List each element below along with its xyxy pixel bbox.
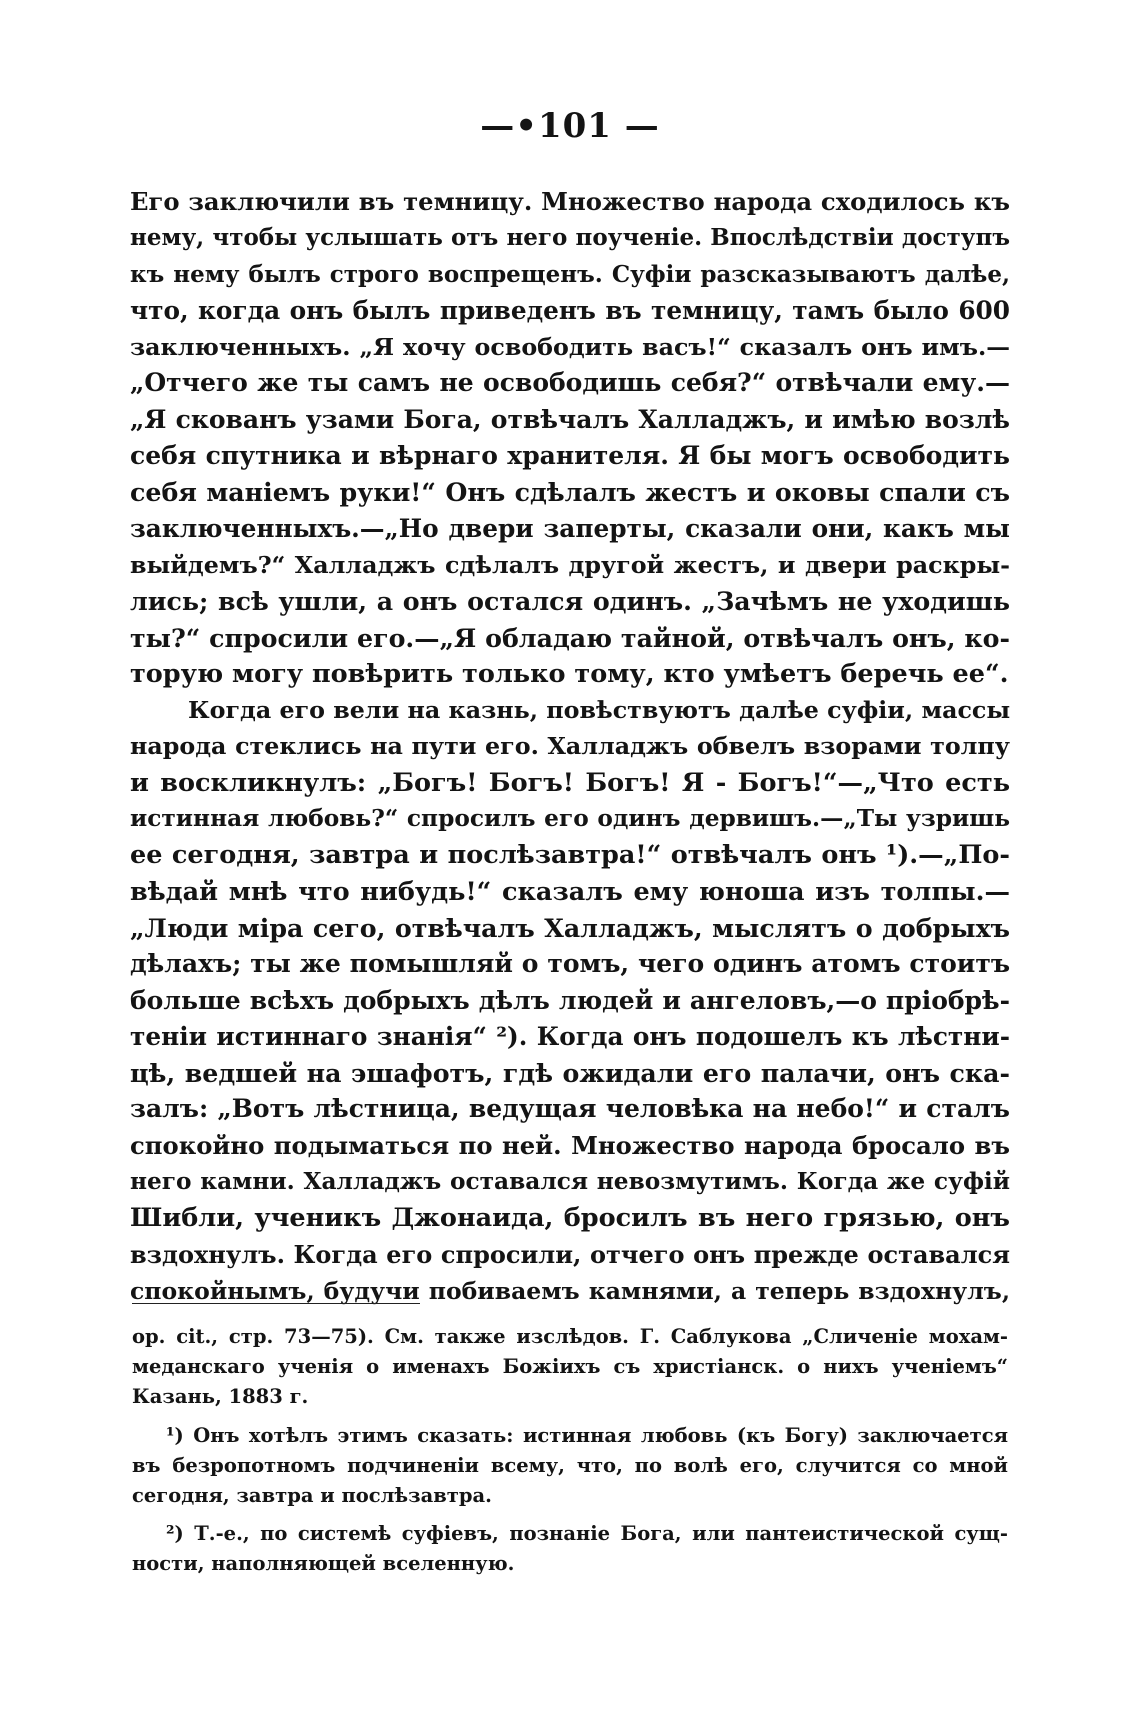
footnote-line: въ безропотномъ подчиненіи всему, что, по волѣ его, случится со мной	[132, 1453, 1008, 1477]
text-line: народа стеклись на пути его. Халладжъ обвелъ взорами толпу	[130, 732, 1010, 761]
text-line: залъ: „Вотъ лѣстница, ведущая человѣка на небо!“ и сталъ	[130, 1094, 1010, 1124]
text-line: цѣ, ведшей на эшафотъ, гдѣ ожидали его палачи, онъ ска-	[130, 1058, 1010, 1089]
text-line: „Я скованъ узами Бога, отвѣчалъ Халладжъ, и имѣю возлѣ	[130, 404, 1010, 434]
footnote-line: ности, наполняющей вселенную.	[132, 1552, 515, 1576]
footnote-line: op. cit., стр. 73—75). См. также изслѣдов. Г. Саблукова „Сличеніе мохам-	[132, 1325, 1008, 1348]
text-line: больше всѣхъ добрыхъ дѣлъ людей и ангеловъ,—о пріобрѣ-	[130, 985, 1010, 1015]
footnote-spacer	[132, 1511, 1008, 1519]
footnote-continuation	[132, 1322, 1008, 1413]
text-line: дѣлахъ; ты же помышляй о томъ, чего одинъ атомъ стоитъ	[130, 949, 1010, 979]
footnote-line: Казань, 1883 г.	[132, 1385, 309, 1409]
text-line: торую могу повѣрить только тому, кто умѣетъ беречь ее“.	[130, 658, 1009, 689]
text-line: Его заключили въ темницу. Множество народа сходилось къ	[130, 187, 1010, 216]
text-line: „Отчего же ты самъ не освободишь себя?“ отвѣчали ему.—	[130, 368, 1010, 398]
text-line: себя спутника и вѣрнаго хранителя. Я бы могъ освободить	[130, 441, 1010, 471]
footnotes	[132, 1322, 1008, 1580]
text-line: лись; всѣ ушли, а онъ остался одинъ. „Зачѣмъ не уходишь	[130, 586, 1010, 617]
footnote-line: меданскаго ученія о именахъ Божіихъ съ христіанск. о нихъ ученіемъ“	[132, 1355, 1008, 1379]
text-line: заключенныхъ.—„Но двери заперты, сказали они, какъ мы	[130, 513, 1010, 543]
text-line: къ нему былъ строго воспрещенъ. Суфіи разсказываютъ далѣе,	[130, 260, 1010, 288]
text-line: истинная любовь?“ спросилъ его одинъ дервишъ.—„Ты узришь	[130, 805, 1010, 833]
text-line: вздохнулъ. Когда его спросили, отчего онъ прежде оставался	[130, 1239, 1010, 1269]
text-line: вѣдай мнѣ что нибудь!“ сказалъ ему юноша изъ толпы.—	[130, 876, 1010, 907]
footnote-2	[132, 1519, 1008, 1579]
footnote-line: ¹) Онъ хотѣлъ этимъ сказать: истинная любовь (къ Богу) заключается	[166, 1423, 1008, 1447]
text-line: заключенныхъ. „Я хочу освободить васъ!“ сказалъ онъ имъ.—	[130, 333, 1010, 362]
footnote-divider	[132, 1303, 420, 1304]
footnote-line: ²) Т.-е., по системѣ суфіевъ, познаніе Бога, или пантеистической сущ-	[166, 1522, 1008, 1546]
footnote-spacer	[132, 1413, 1008, 1421]
text-line: ты?“ спросили его.—„Я обладаю тайной, отвѣчалъ онъ, ко-	[130, 622, 1010, 653]
paragraph-start-line: Когда его вели на казнь, повѣствуютъ далѣе суфіи, массы	[188, 696, 1011, 725]
text-line: себя маніемъ руки!“ Онъ сдѣлалъ жестъ и оковы спали съ	[130, 477, 1010, 508]
text-line: „Люди міра сего, отвѣчалъ Халладжъ, мыслятъ о добрыхъ	[130, 912, 1010, 943]
text-line: него камни. Халладжъ оставался невозмутимъ. Когда же суфій	[130, 1168, 1010, 1196]
text-line: спокойнымъ, будучи побиваемъ камнями, а теперь вздохнулъ,	[130, 1276, 1010, 1305]
text-line: что, когда онъ былъ приведенъ въ темницу, тамъ было 600	[130, 295, 1010, 325]
text-line: спокойно подыматься по ней. Множество народа бросало въ	[130, 1130, 1010, 1160]
text-line: Шибли, ученикъ Джонаида, бросилъ въ него грязью, онъ	[130, 1203, 1010, 1234]
footnote-line: сегодня, завтра и послѣзавтра.	[132, 1483, 492, 1507]
footnote-1	[132, 1421, 1008, 1512]
text-line: ее сегодня, завтра и послѣзавтра!“ отвѣчалъ онъ ¹).—„По-	[130, 840, 1010, 871]
body-text	[130, 184, 1010, 1309]
page-number: —•101 —	[480, 106, 660, 146]
text-line: и воскликнулъ: „Богъ! Богъ! Богъ! Я - Богъ!“—„Что есть	[130, 767, 1010, 798]
text-line: выйдемъ?“ Халладжъ сдѣлалъ другой жестъ, и двери раскры-	[130, 550, 1010, 579]
text-line: нему, чтобы услышать отъ него поученіе. Впослѣдствіи доступъ	[130, 224, 1010, 252]
text-line: теніи истиннаго знанія“ ²). Когда онъ подошелъ къ лѣстни-	[130, 1021, 1010, 1051]
